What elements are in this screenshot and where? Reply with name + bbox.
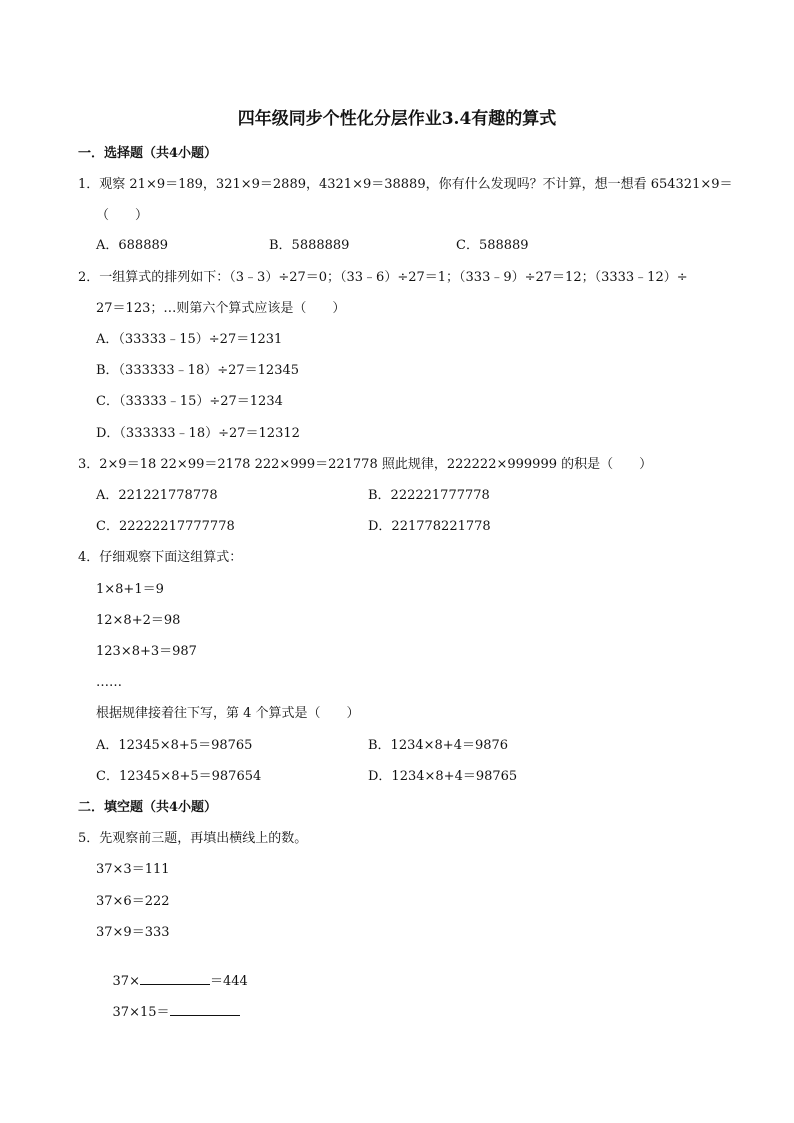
q1-stem-line2: （ ） bbox=[96, 208, 149, 223]
q4-ellipsis: …… bbox=[96, 675, 122, 690]
q5-example-2: 37×6＝222 bbox=[96, 894, 170, 909]
q1-option-b: B．5888889 bbox=[269, 238, 350, 253]
q3-option-c: C．22222217777778 bbox=[96, 519, 235, 534]
q4-example-2: 12×8+2＝98 bbox=[96, 613, 181, 628]
q5-example-1: 37×3＝111 bbox=[96, 862, 170, 877]
q4-option-a: A．12345×8+5＝98765 bbox=[96, 738, 253, 753]
q5-stem-line1: 5．先观察前三题，再填出横线上的数。 bbox=[78, 831, 308, 846]
q4-example-3: 123×8+3＝987 bbox=[96, 644, 197, 659]
q2-option-b: B．（333333﹣18）÷27＝12345 bbox=[96, 363, 300, 378]
q1-option-c: C．588889 bbox=[456, 238, 529, 253]
q5-blank-line-2-prefix: 37×15＝ bbox=[112, 1005, 170, 1020]
q5-blank-line-2 bbox=[96, 987, 240, 1037]
q5-answer-blank-1[interactable] bbox=[140, 972, 210, 985]
q4-option-d: D．1234×8+4＝98765 bbox=[368, 769, 518, 784]
q3-option-b: B．222221777778 bbox=[368, 488, 490, 503]
page-title: 四年级同步个性化分层作业3.4有趣的算式 bbox=[237, 109, 557, 129]
q1-stem-line1: 1．观察 21×9＝189，321×9＝2889，4321×9＝38889，你有什么发现吗？不计算，想一想看 654321×9＝ bbox=[78, 177, 733, 192]
q1-option-a: A．688889 bbox=[96, 238, 169, 253]
q5-blank-line-1-prefix: 37× bbox=[112, 974, 140, 989]
q4-stem-line1: 4．仔细观察下面这组算式： bbox=[78, 550, 243, 565]
section-heading-fill: 二．填空题（共4小题） bbox=[78, 800, 218, 815]
q2-stem-line1: 2．一组算式的排列如下：（3﹣3）÷27＝0；（33﹣6）÷27＝1；（333﹣9）÷27＝12；（3333﹣12）÷ bbox=[78, 270, 688, 285]
q3-option-d: D．221778221778 bbox=[368, 519, 491, 534]
q5-answer-blank-2[interactable] bbox=[170, 1003, 240, 1016]
q4-option-c: C．12345×8+5＝987654 bbox=[96, 769, 262, 784]
q2-option-c: C．（33333﹣15）÷27＝1234 bbox=[96, 394, 283, 409]
q3-option-a: A．221221778778 bbox=[96, 488, 218, 503]
q4-option-b: B．1234×8+4＝9876 bbox=[368, 738, 509, 753]
q2-stem-line2: 27＝123；…则第六个算式应该是（ ） bbox=[96, 301, 346, 316]
q2-option-a: A．（33333﹣15）÷27＝1231 bbox=[96, 332, 283, 347]
q3-stem-line1: 3．2×9＝18 22×99＝2178 222×999＝221778 照此规律，222222×999999 的积是（ ） bbox=[78, 457, 653, 472]
q4-example-1: 1×8+1＝9 bbox=[96, 582, 164, 597]
q2-option-d: D．（333333﹣18）÷27＝12312 bbox=[96, 426, 300, 441]
section-heading-choice: 一．选择题（共4小题） bbox=[78, 146, 218, 161]
q4-prompt: 根据规律接着往下写，第 4 个算式是（ ） bbox=[96, 706, 360, 721]
q5-example-3: 37×9＝333 bbox=[96, 925, 170, 940]
q5-blank-line-1-suffix: ＝444 bbox=[209, 974, 248, 989]
